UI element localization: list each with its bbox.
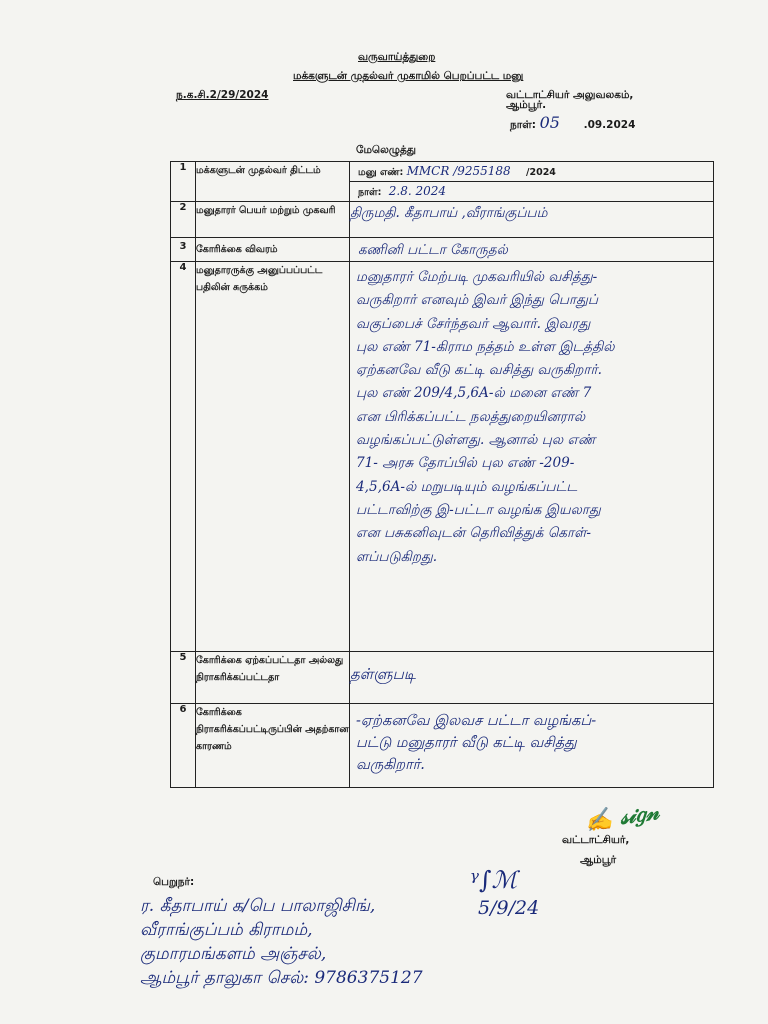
row-label: மனுதாரர் பெயர் மற்றும் முகவரி — [196, 202, 350, 238]
row-value — [350, 652, 714, 704]
row-number: 1 — [171, 162, 196, 202]
rejection-reason: -ஏற்கனவே இலவச பட்டா வழங்கப்- பட்டு மனுதாரர் வீடு கட்டி வசித்து வருகிறார். — [356, 713, 597, 773]
petition-date: 2.8. 2024 — [388, 184, 447, 198]
date-month-year: .09.2024 — [583, 119, 636, 131]
petition-number: MMCR /9255188 — [406, 164, 511, 178]
department-heading: வருவாய்த்துறை — [358, 51, 436, 63]
table-row — [171, 652, 714, 704]
row-number: 6 — [171, 704, 196, 788]
initials-date: 5/9/24 — [478, 897, 540, 919]
row-value — [350, 704, 714, 788]
table-row — [171, 202, 714, 238]
office-place: ஆம்பூர். — [506, 99, 547, 111]
table-caption: மேலெழுத்து — [356, 144, 416, 156]
petition-number-label: மனு எண்: — [358, 167, 404, 178]
row-number: 4 — [171, 262, 196, 652]
row-value — [350, 162, 714, 202]
petition-number-line — [358, 164, 705, 180]
row-value — [350, 238, 714, 262]
row-value — [350, 202, 714, 238]
row-label: கோரிக்கை ஏற்கப்பட்டதா அல்லது நிராகரிக்கப்பட்டதா — [196, 652, 350, 704]
date-day: 05 — [539, 113, 560, 132]
row-label: கோரிக்கை நிராகரிக்கப்பட்டிருப்பின் அதற்கான காரணம் — [196, 704, 350, 788]
row-number: 3 — [171, 238, 196, 262]
row-value — [350, 262, 714, 652]
date-label: நாள்: — [510, 119, 536, 131]
initials-mark: ᵞ∫ℳ — [470, 866, 518, 894]
petition-year: /2024 — [526, 167, 556, 178]
request-status: தள்ளுபடி — [350, 665, 416, 683]
reply-summary: மனுதாரர் மேற்படி முகவரியில் வசித்து- வருகிறார் எனவும் இவர் இந்து பொதுப் வகுப்பைச் சேர்ந்தவர் ஆவார். இவரது புல எண் 71-கிராம நத்தம் உள்ள இடத்தில் ஏற்கனவே வீடு கட்டி வசித்து வருகிறார். புல எண் 209/4,5,6A-ல் மனை எண் 7 என பிரிக்கப்பட்ட நலத்துறையினரால் வழங்கப்பட்டுள்ளது. ஆனால் புல எண் 71- அரசு தோப்பில் புல எண் -209- 4,5,6A-ல் மறுபடியும் வழங்கப்பட்ட பட்டாவிற்கு இ-பட்டா வழங்க இயலாது என பசுகனிவுடன் தெரிவித்துக் கொள்- ளப்படுகிறது. — [356, 269, 615, 565]
table-row — [171, 704, 714, 788]
row-label: மனுதாரருக்கு அனுப்பப்பட்ட பதிலின் சுருக்கம் — [196, 262, 350, 652]
document-subject: மக்களுடன் முதல்வர் முகாமில் பெறப்பட்ட மனு — [293, 70, 524, 82]
signatory-place: ஆம்பூர் — [580, 854, 617, 866]
recipient-label: பெறுநர்: — [153, 876, 195, 888]
office-name: வட்டாட்சியர் அலுவலகம், — [506, 89, 634, 101]
row-number: 5 — [171, 652, 196, 704]
header-date — [510, 113, 635, 132]
table-row — [171, 262, 714, 652]
recipient-address: ர. கீதாபாய் க/பெ பாலாஜிசிங், வீராங்குப்பம் கிராமம், குமாரமங்களம் அஞ்சல், ஆம்பூர் தாலுகா செல்: 9786375127 — [140, 896, 423, 988]
petitioner-name-address: திருமதி. கீதாபாய் ,வீராங்குப்பம் — [350, 205, 548, 221]
table-row — [171, 162, 714, 202]
reference-number: ந.க.சி.2/29/2024 — [176, 89, 269, 101]
petition-date-line — [350, 181, 713, 199]
signatory-title: வட்டாட்சியர், — [562, 834, 630, 846]
petition-table — [170, 161, 714, 788]
row-label: கோரிக்கை விவரம் — [196, 238, 350, 262]
table-row — [171, 238, 714, 262]
request-details: கணினி பட்டா கோருதல் — [358, 242, 508, 258]
tahsildar-signature: ✍ 𝓈𝒾𝑔𝓃 — [583, 798, 661, 836]
row-label: மக்களுடன் முதல்வர் திட்டம் — [196, 162, 350, 202]
petition-date-label: நாள்: — [358, 187, 382, 198]
row-number: 2 — [171, 202, 196, 238]
